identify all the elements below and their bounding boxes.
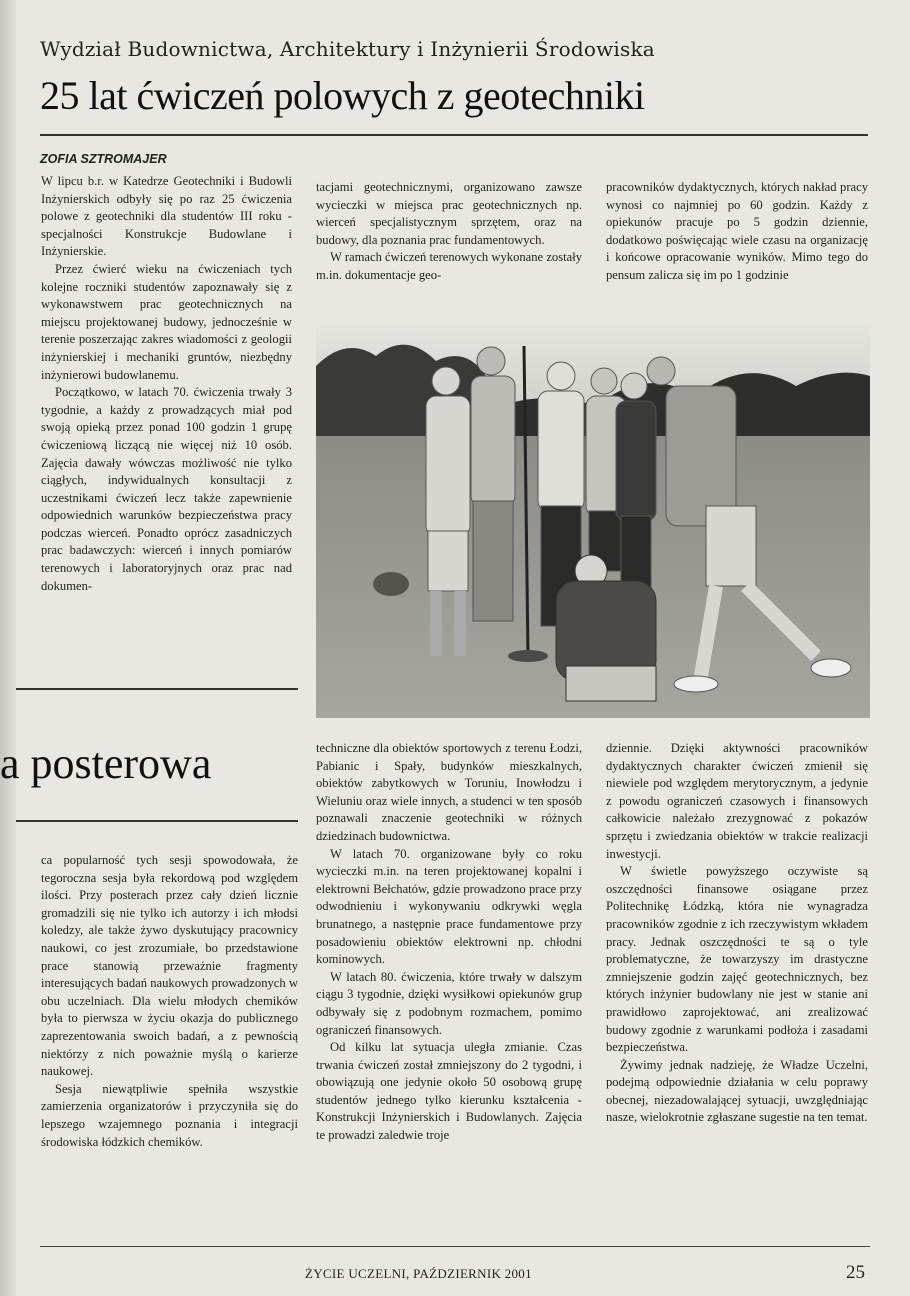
article-column-3 (606, 179, 868, 285)
paragraph: Od kilku lat sytuacja uległa zmianie. Czas trwania ćwiczeń został zmniejszony do 2 tygodni, i obowiązują one jedynie około 50 osobową grupę studentów jednego tylko kierunku kształcenia - Konstrukcji Inżynierskich i Budowlanych. Zajęcia te prowadzi zaledwie troje (316, 1040, 582, 1143)
sidebar-top-divider (16, 688, 298, 690)
article-author: ZOFIA SZTROMAJER (40, 152, 167, 166)
sidebar-title: a posterowa (0, 739, 212, 788)
article-title: 25 lat ćwiczeń polowych z geotechniki (40, 73, 645, 118)
paragraph: Przez ćwierć wieku na ćwiczeniach tych kolejne roczniki studentów zapoznawały się z wykonawstwem prac geotechnicznych na miejscu projektowanej budowy, jednocześnie w terenie poszerzając zakres wiadomości z geologii inżynierskiej i mechaniki gruntów, niezbędny inżynierowi budowlanemu. (41, 261, 292, 382)
paragraph: techniczne dla obiektów sportowych z terenu Łodzi, Pabianic i Spały, budynków mieszkalnych, obiektów zabytkowych w Toruniu, Inowłodzu i Wieluniu oraz wiele innych, a studenci w ten sposób poznawali znaczenie geotechniki w różnych dziedzinach budownictwa. (316, 741, 582, 843)
page-number: 25 (846, 1262, 865, 1283)
footer-divider (40, 1246, 870, 1247)
sidebar-title-divider (16, 820, 298, 822)
article-column-2 (316, 179, 582, 285)
paragraph: W świetle powyższego oczywiste są oszczędności finansowe osiągane przez Politechnikę Łódzką, która nie wynagradza pracowników zgodnie z ich rzeczywistym wkładem pracy. Jednak oszczędności te są o tyle problematyczne, że towarzyszy im drastyczne zmniejszenie godzin zajęć geotechnicznych, bez których inżynier budowlany nie jest w stanie ani prawidłowo zaprojektować, ani zrealizować budowy zgodnie z warunkami podłoża i zasadami bezpieczeństwa. (606, 864, 868, 1055)
paragraph: pracowników dydaktycznych, których nakład pracy wynosi co najmniej po 60 godzin. Każdy z opiekunów pracuje po 5 godzin dziennie, dodatkowo poświęcając wiele czasu na organizację i końcowe opracowanie wyników. Mimo tego do pensum zalicza się im po 1 godzinie (606, 180, 868, 282)
paragraph: W latach 80. ćwiczenia, które trwały w dalszym ciągu 3 tygodnie, dzięki wysiłkowi opiekunów grup odbywały się z podobnym rozmachem, pomimo ograniczeń finansowych. (316, 969, 582, 1037)
paragraph: W ramach ćwiczeń terenowych wykonane zostały m.in. dokumentacje geo- (316, 250, 582, 282)
article-column-3-continued (606, 740, 868, 1127)
paragraph: Sesja niewątpliwie spełniła wszystkie zamierzenia organizatorów i przyczyniła się do lepszego wzajemnego poznania i integracji środowiska łódzkich chemików. (41, 1081, 298, 1149)
paragraph: W latach 70. organizowane były co roku wycieczki m.in. na teren projektowanej kopalni i elektrowni Bełchatów, gdzie prowadzono prace przy odwodnieniu i wykonywaniu odkrywki węgla brunatnego, a następnie prace fundamentowe przy posadowieniu obiektów elektrowni np. chłodni kominowych. (316, 846, 582, 967)
title-divider (40, 134, 868, 136)
paragraph: Początkowo, w latach 70. ćwiczenia trwały 3 tygodnie, a każdy z prowadzących miał pod swoją opieką przez ponad 100 godzin 1 grupę ćwiczeniową liczącą nie więcej niż 10 osób. Zajęcia dawały wówczas możliwość nie tylko ciągłych, indywidualnych konsultacji z uczestnikami ćwiczeń lecz także zapewnienie odpowiednich warunków bezpieczeństwa pracy podczas wierceń. Ponadto oprócz zasadniczych prac badawczych: wierceń i innych pomiarów terenowych i laboratoryjnych oraz prac nad dokumen- (41, 385, 292, 593)
students-field-photo (316, 326, 870, 718)
photo-illustration (316, 326, 870, 718)
paragraph: dziennie. Dzięki aktywności pracowników dydaktycznych charakter ćwiczeń zmienił się niewiele pod względem merytorycznym, a jedynie z powodu ograniczeń czasowych i finansowych całkowicie należało zrezygnować z pokazów sprzętu i zwiedzania obiektów w trakcie realizacji inwestycji. (606, 741, 868, 861)
article-column-2-continued (316, 740, 582, 1145)
sidebar-article-column (41, 852, 298, 1151)
paragraph: tacjami geotechnicznymi, organizowano zawsze wycieczki w miejsca prac geotechnicznych np. wierceń specjalistycznym sprzętem, oraz na budowy, dla poznania prac fundamentowych. (316, 180, 582, 247)
paragraph: ca popularność tych sesji spowodowała, że tegoroczna sesja była rekordową pod względem ilości. Przy posterach przez cały dzień licznie gromadzili się nie tylko ich autorzy i ich młodsi koledzy, ale także żywo dyskutujący pracownicy naukowi, co jest zrozumiałe, bo przedstawione prace stanowią przeważnie fragmenty interesujących badań naukowych prowadzonych w obu uczelniach. Dla wielu młodych chemików była to pierwsza w życiu okazja do publicznego zaprezentowania swoich badań, a z pewnością niektórzy z nich poważnie myślą o karierze naukowej. (41, 853, 298, 1079)
paragraph: W lipcu b.r. w Katedrze Geotechniki i Budowli Inżynierskich odbyły się po raz 25 ćwiczenia polowe z geotechniki dla studentów III roku - specjalności Konstrukcje Budowlane i Inżynierskie. (41, 174, 292, 259)
page-binding-edge (0, 0, 16, 1296)
publication-footer: ŻYCIE UCZELNI, PAŹDZIERNIK 2001 (305, 1266, 532, 1281)
faculty-name: Wydział Budownictwa, Architektury i Inżynierii Środowiska (40, 37, 655, 61)
article-column-1 (41, 173, 292, 595)
paragraph: Żywimy jednak nadzieję, że Władze Uczelni, podejmą odpowiednie działania w celu poprawy obecnej, niezadowalającej sytuacji, uwzględniając nasze, wielokrotnie zgłaszane sugestie na ten temat. (606, 1057, 868, 1125)
